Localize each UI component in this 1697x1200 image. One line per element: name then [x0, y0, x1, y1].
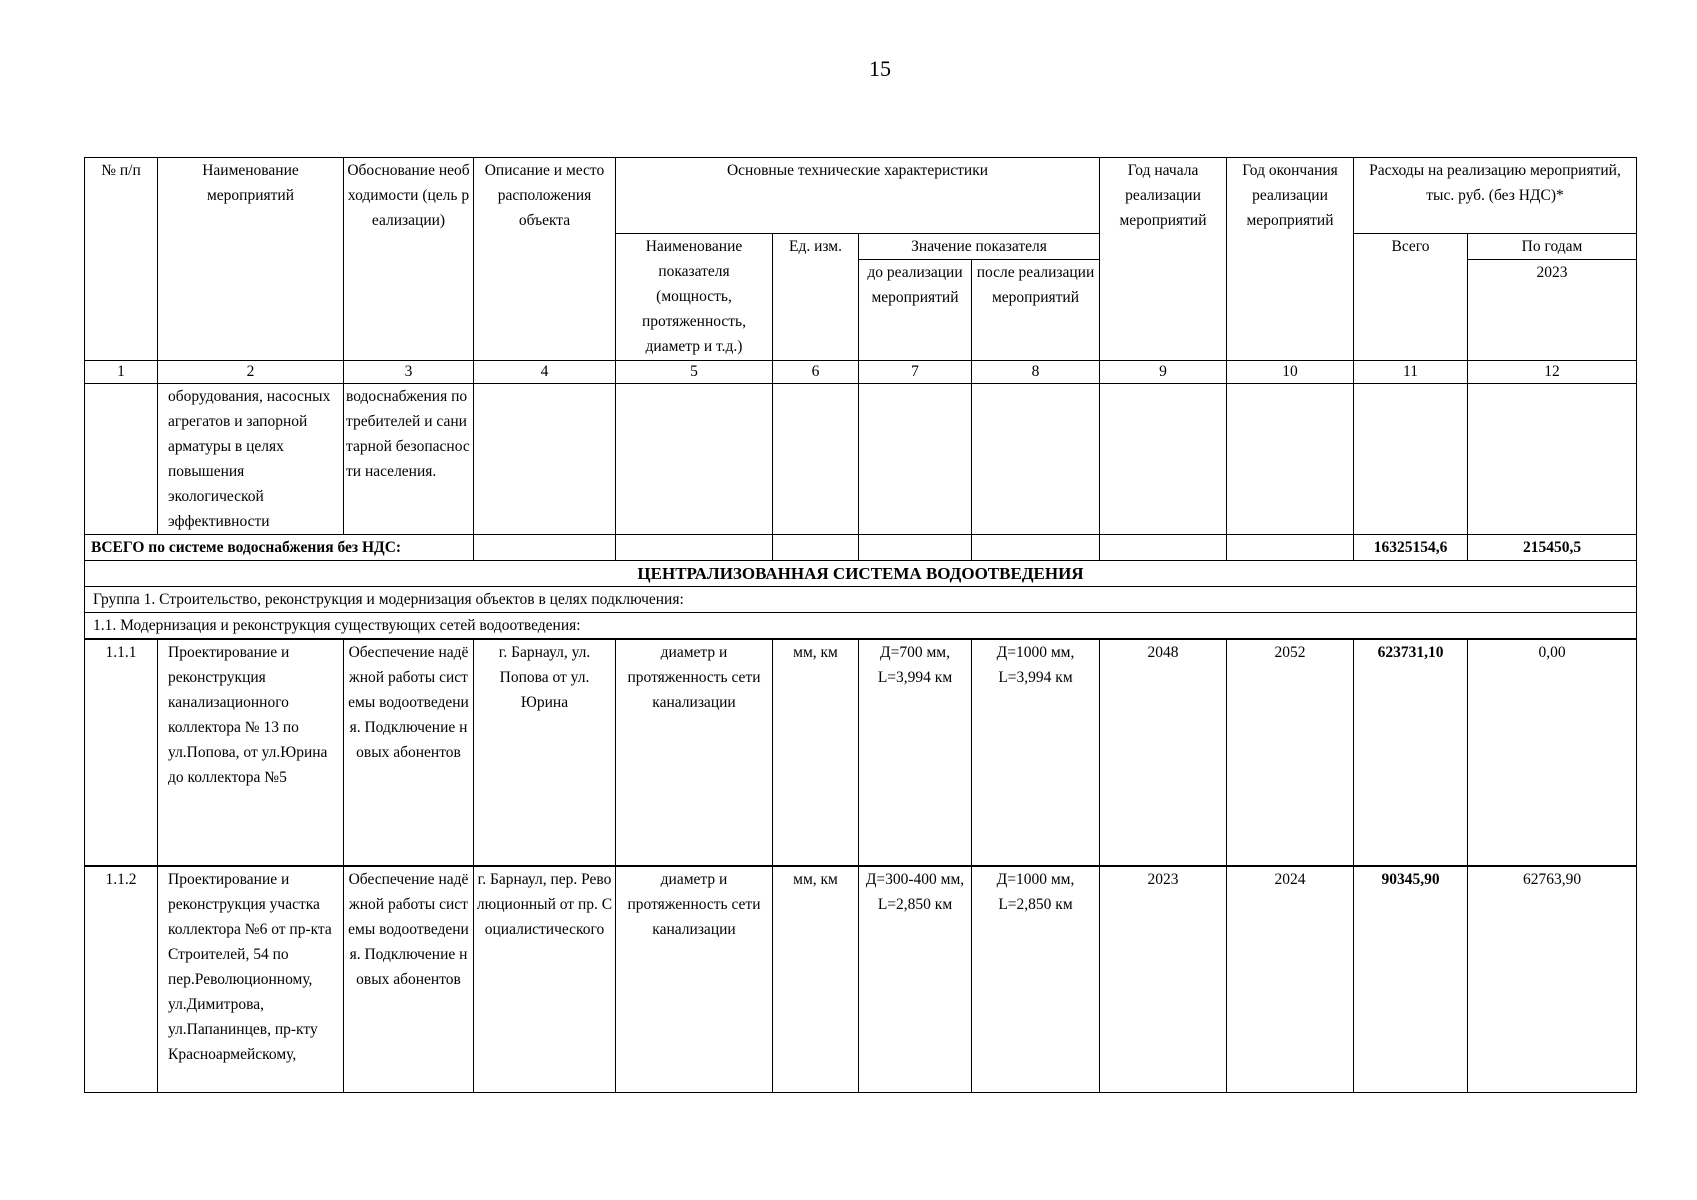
- cell-empty: [474, 535, 616, 561]
- table-row: [85, 639, 1637, 866]
- row-year-2023: 62763,90: [1468, 866, 1637, 1093]
- section-title: ЦЕНТРАЛИЗОВАННАЯ СИСТЕМА ВОДООТВЕДЕНИЯ: [85, 561, 1637, 587]
- header-reason: Обоснование необходимости (цель реализации): [344, 158, 474, 361]
- col-index: 7: [859, 361, 972, 384]
- column-index-row: [85, 361, 1637, 384]
- page-number: 15: [869, 56, 891, 81]
- col-index: 2: [158, 361, 344, 384]
- cell-empty: [1227, 384, 1354, 535]
- cell-empty: [1354, 384, 1468, 535]
- row-total: 90345,90: [1354, 866, 1468, 1093]
- col-index: 12: [1468, 361, 1637, 384]
- cell-empty: [972, 535, 1100, 561]
- cell-empty: [1227, 535, 1354, 561]
- cell-empty: [1468, 384, 1637, 535]
- header-row-1: [85, 158, 1637, 234]
- row-after: Д=1000 мм, L=3,994 км: [972, 639, 1100, 866]
- col-index: 6: [773, 361, 859, 384]
- row-before: Д=700 мм, L=3,994 км: [859, 639, 972, 866]
- row-start-year: 2048: [1100, 639, 1227, 866]
- cell-empty: [85, 384, 158, 535]
- row-total: 623731,10: [1354, 639, 1468, 866]
- row-reason: Обеспечение надёжной работы системы водоотведения. Подключение новых абонентов: [344, 639, 474, 866]
- row-location: г. Барнаул, ул. Попова от ул. Юрина: [474, 639, 616, 866]
- cell-empty: [773, 384, 859, 535]
- header-location: Описание и место расположения объекта: [474, 158, 616, 361]
- col-index: 4: [474, 361, 616, 384]
- cell-empty: [1100, 384, 1227, 535]
- group-row: [85, 587, 1637, 613]
- col-index: 11: [1354, 361, 1468, 384]
- row-unit: мм, км: [773, 866, 859, 1093]
- row-name: Проектирование и реконструкция канализационного коллектора № 13 по ул.Попова, от ул.Юрина до коллектора №5: [158, 639, 344, 866]
- col-index: 3: [344, 361, 474, 384]
- row-year-2023: 0,00: [1468, 639, 1637, 866]
- row-indicator: диаметр и протяженность сети канализации: [616, 866, 773, 1093]
- section-row: [85, 561, 1637, 587]
- header-indicator: Наименование показателя (мощность, протяженность, диаметр и т.д.): [616, 234, 773, 361]
- cell-empty: [859, 535, 972, 561]
- cell-empty: [616, 384, 773, 535]
- col-index: 9: [1100, 361, 1227, 384]
- row-location: г. Барнаул, пер. Революционный от пр. Социалистического: [474, 866, 616, 1093]
- investment-table: [84, 157, 1637, 1093]
- total-water-2023: 215450,5: [1468, 535, 1637, 561]
- row-start-year: 2023: [1100, 866, 1227, 1093]
- cell-empty: [474, 384, 616, 535]
- row-end-year: 2052: [1227, 639, 1354, 866]
- continuation-reason: водоснабжения потребителей и санитарной безопасности населения.: [344, 384, 474, 535]
- subgroup-row: [85, 613, 1637, 640]
- row-num: 1.1.2: [85, 866, 158, 1093]
- header-value: Значение показателя: [859, 234, 1100, 260]
- cell-empty: [773, 535, 859, 561]
- header-end-year: Год окончания реализации мероприятий: [1227, 158, 1354, 361]
- header-unit: Ед. изм.: [773, 234, 859, 361]
- subgroup-title: 1.1. Модернизация и реконструкция существующих сетей водоотведения:: [85, 613, 1637, 640]
- col-index: 1: [85, 361, 158, 384]
- header-year-2023: 2023: [1468, 260, 1637, 361]
- col-index: 10: [1227, 361, 1354, 384]
- row-end-year: 2024: [1227, 866, 1354, 1093]
- total-water-sum: 16325154,6: [1354, 535, 1468, 561]
- row-reason: Обеспечение надёжной работы системы водоотведения. Подключение новых абонентов: [344, 866, 474, 1093]
- header-total: Всего: [1354, 234, 1468, 361]
- header-start-year: Год начала реализации мероприятий: [1100, 158, 1227, 361]
- row-unit: мм, км: [773, 639, 859, 866]
- header-tech: Основные технические характеристики: [616, 158, 1100, 234]
- table-row: [85, 866, 1637, 1093]
- col-index: 8: [972, 361, 1100, 384]
- row-after: Д=1000 мм, L=2,850 км: [972, 866, 1100, 1093]
- continuation-name: оборудования, насосных агрегатов и запорной арматуры в целях повышения экологической эффективности: [158, 384, 344, 535]
- col-index: 5: [616, 361, 773, 384]
- row-name: Проектирование и реконструкция участка коллектора №6 от пр-кта Строителей, 54 по пер.Революционному, ул.Димитрова, ул.Папанинцев, пр-кту Красноармейскому,: [158, 866, 344, 1093]
- row-num: 1.1.1: [85, 639, 158, 866]
- cell-empty: [616, 535, 773, 561]
- row-before: Д=300-400 мм, L=2,850 км: [859, 866, 972, 1093]
- group-title: Группа 1. Строительство, реконструкция и модернизация объектов в целях подключения:: [85, 587, 1637, 613]
- continuation-row: [85, 384, 1637, 535]
- cell-empty: [972, 384, 1100, 535]
- cell-empty: [859, 384, 972, 535]
- cell-empty: [1100, 535, 1227, 561]
- header-num: № п/п: [85, 158, 158, 361]
- total-water-label: ВСЕГО по системе водоснабжения без НДС:: [85, 535, 474, 561]
- row-indicator: диаметр и протяженность сети канализации: [616, 639, 773, 866]
- header-costs: Расходы на реализацию мероприятий, тыс. руб. (без НДС)*: [1354, 158, 1637, 234]
- header-by-years: По годам: [1468, 234, 1637, 260]
- header-after: после реализации мероприятий: [972, 260, 1100, 361]
- total-water-row: [85, 535, 1637, 561]
- header-name: Наименование мероприятий: [158, 158, 344, 361]
- header-before: до реализации мероприятий: [859, 260, 972, 361]
